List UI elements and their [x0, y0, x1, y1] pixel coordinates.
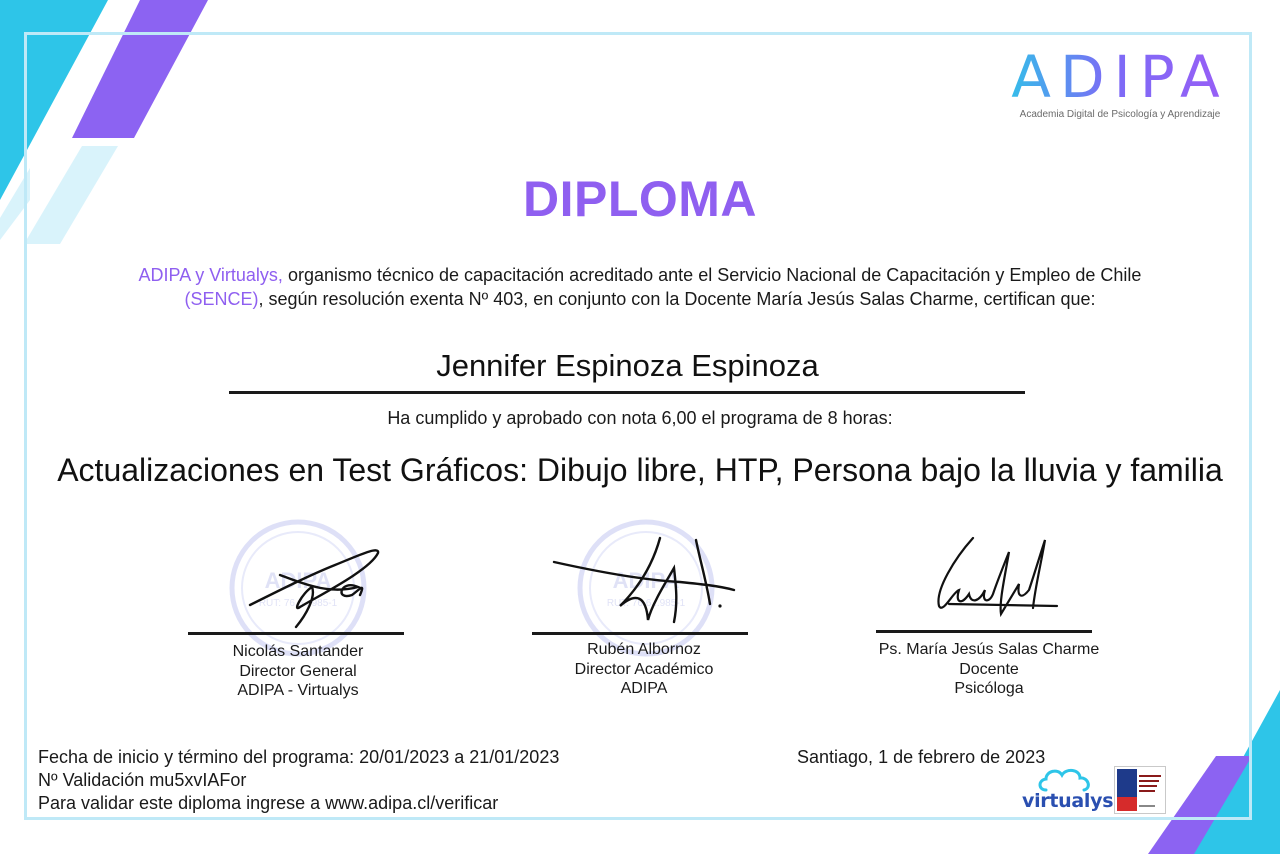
validation-row — [38, 769, 718, 792]
signatory-1-name: Nicolás Santander — [232, 643, 364, 660]
signatory-2-name: Rubén Albornoz — [587, 641, 701, 658]
course-title: Actualizaciones en Test Gráficos: Dibujo libre, HTP, Persona bajo la lluvia y familia — [57, 452, 1223, 488]
signatory-2-org: ADIPA — [620, 680, 668, 697]
adipa-logo-subtitle: Academia Digital de Psicología y Aprendizaje — [1019, 109, 1221, 120]
diploma-title: DIPLOMA — [522, 171, 758, 227]
intro-text-1: organismo técnico de capacitación acreditado ante el Servicio Nacional de Capacitación y Empleo de Chile — [282, 265, 1142, 285]
recipient-underline — [229, 391, 1025, 394]
grade-statement — [0, 408, 1280, 429]
signature-line-2 — [532, 632, 748, 635]
stamp-1-rut: RUT: 76.6...985-1 — [258, 598, 338, 609]
grade-suffix: el programa de 8 horas: — [696, 408, 893, 428]
signature-line-1 — [188, 632, 404, 635]
signature-santander — [240, 535, 390, 640]
signatory-1-role: Director General — [239, 662, 357, 680]
virtualys-logo: virtualys — [1022, 790, 1114, 812]
stamp-2-rut: RUT: 76.6...985-1 — [606, 598, 686, 609]
stamp-1-word: ADIPA — [264, 568, 332, 593]
validation-label: Nº Validación — [38, 770, 145, 790]
signatory-3-name: Ps. María Jesús Salas Charme — [878, 641, 1100, 658]
signatory-2 — [520, 640, 768, 699]
stamp-2-word: ADIPA — [612, 568, 680, 593]
footer-info — [38, 746, 718, 815]
issue-date: 1 de febrero de 2023 — [878, 747, 1046, 767]
verify-instructions: Para validar este diploma ingrese a www.adipa.cl/verificar — [38, 793, 499, 813]
sence-label: (SENCE) — [184, 289, 259, 309]
adipa-logo: ADIPA — [1000, 42, 1240, 112]
signature-line-3 — [876, 630, 1092, 633]
validation-code: mu5xvIAFor — [149, 770, 247, 790]
program-dates: Fecha de inicio y término del programa: 20/01/2023 a 21/01/2023 — [38, 747, 560, 767]
signatory-3-org: Psicóloga — [954, 680, 1024, 697]
intro-paragraph — [100, 263, 1180, 311]
issue-place: Santiago, — [797, 747, 874, 767]
signatory-2-role: Director Académico — [574, 660, 714, 678]
signatory-3 — [860, 640, 1118, 699]
issuing-orgs: ADIPA y Virtualys, — [138, 265, 283, 285]
recipient-name: Jennifer Espinoza Espinoza — [436, 348, 819, 383]
signatory-1-org: ADIPA - Virtualys — [237, 682, 359, 699]
signature-salas — [925, 532, 1065, 637]
government-badge-icon — [1114, 766, 1166, 814]
intro-text-2: , según resolución exenta Nº 403, en conjunto con la Docente María Jesús Salas Charme, certifican que: — [258, 289, 1096, 309]
signature-albornoz — [550, 530, 750, 645]
grade-value: 6,00 — [661, 408, 697, 428]
signatory-1 — [178, 642, 418, 701]
grade-prefix: Ha cumplido y aprobado con nota — [387, 408, 662, 428]
signatory-3-role: Docente — [959, 660, 1019, 678]
